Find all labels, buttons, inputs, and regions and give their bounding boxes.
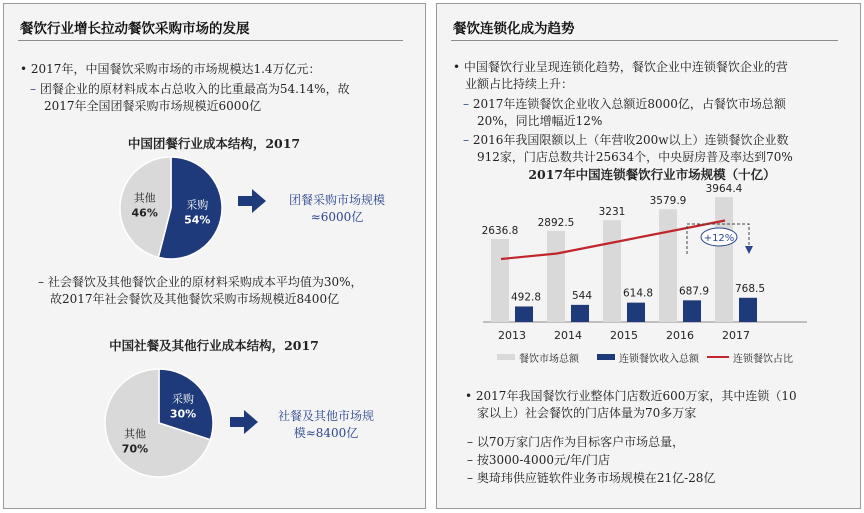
bar-chain-2013 [515, 306, 533, 322]
bar-chain-label: 492.8 [510, 291, 542, 304]
right-dash-3 [467, 470, 715, 487]
left-sub-1-line-2: 2017年全国团餐采购市场规模近6000亿 [44, 99, 262, 113]
left-sub-2-line-1: 社会餐饮及其他餐饮企业的原材料采购成本平均值为30%， [47, 275, 363, 289]
right-dash-3-text: 奥琦玮供应链软件业务市场规模在21亿-28亿 [476, 471, 716, 485]
right-sub-1 [463, 96, 786, 113]
right-panel [436, 3, 861, 509]
x-tick-label: 2014 [554, 329, 582, 342]
bar-chain-label: 614.8 [622, 287, 654, 300]
dash-marker: – [467, 435, 477, 449]
pie-chart-social-catering [104, 368, 214, 478]
pie-2-result-line-2: 模≈8400亿 [293, 426, 359, 440]
bar-total-label: 3964.4 [705, 184, 743, 196]
pie-slice-value: 46% [131, 206, 158, 220]
left-panel [3, 3, 426, 509]
right-sub-2-line-1: 2016年我国限额以上（年营收200w以上）连锁餐饮企业数 [472, 133, 789, 147]
legend-label-chain-revenue: 连锁餐饮收入总额 [619, 354, 699, 365]
bar-total-2017 [715, 197, 733, 322]
arrow-head-icon [244, 410, 258, 434]
legend-swatch-chain-revenue [597, 354, 615, 360]
bar-chain-label: 768.5 [734, 282, 766, 295]
right-sub-2-line-2: 912家，门店总数共计25634个，中央厨房普及率达到70% [477, 150, 793, 164]
legend-label-total: 餐饮市场总额 [519, 354, 579, 365]
bullet-dot: • [20, 62, 31, 76]
bar-chain-2017 [739, 298, 757, 322]
x-tick-label: 2017 [722, 329, 750, 342]
right-dash-2-text: 按3000-4000元/年/门店 [476, 453, 611, 467]
pie-slice-value: 30% [169, 407, 197, 421]
right-sub-1-line-1: 2017年连锁餐饮企业收入总额近8000亿，占餐饮市场总额 [472, 97, 786, 111]
bar-total-2016 [659, 209, 677, 322]
right-sub-2 [463, 132, 789, 149]
right-title-divider [451, 40, 838, 41]
legend-swatch-chain-share [707, 356, 729, 358]
dash-marker: – [30, 82, 40, 96]
bullet-dot: • [453, 60, 464, 74]
dash-marker: – [463, 133, 473, 147]
right-dash-1 [467, 434, 684, 451]
pie-slice-label: 其他 [133, 191, 156, 205]
left-bullet-1-text: 2017年，中国餐饮采购市场的市场规模达1.4万亿元： [30, 62, 321, 76]
bar-chain-label: 687.9 [678, 285, 710, 298]
dash-marker: – [38, 275, 48, 289]
bar-chain-2015 [627, 303, 645, 322]
dash-marker: – [467, 471, 477, 485]
left-sub-1 [30, 81, 350, 98]
pie-1-result-line-1: 团餐采购市场规模 [288, 193, 385, 207]
bar-total-label: 2892.5 [537, 216, 575, 229]
right-sub-1-line-2: 20%，同比增幅近12% [477, 114, 603, 128]
pie-slice-label: 采购 [172, 392, 195, 406]
bullet-dot: • [465, 389, 476, 403]
bar-total-label: 3231 [598, 206, 626, 219]
x-tick-label: 2015 [610, 329, 638, 342]
pie-1-title: 中国团餐行业成本结构，2017 [127, 136, 301, 151]
pie-1-result-line-2: ≈6000亿 [310, 210, 364, 224]
right-dash-2 [467, 452, 610, 469]
pie-slice-label: 其他 [123, 427, 146, 441]
chain-restaurant-bar-chart [477, 184, 817, 349]
right-bullet-1-line-1: 中国餐饮行业呈现连锁化趋势，餐饮企业中连锁餐饮企业的营 [463, 60, 788, 74]
pie-slice-value: 70% [121, 442, 149, 456]
growth-arrow-icon [745, 246, 753, 254]
bar-total-label: 2636.8 [481, 224, 519, 237]
left-title-divider [18, 40, 403, 41]
dash-marker: – [463, 97, 473, 111]
dash-marker: – [467, 453, 477, 467]
pie-2-title: 中国社餐及其他行业成本结构，2017 [109, 338, 319, 353]
bar-chain-2014 [571, 305, 589, 322]
legend-swatch-total [497, 354, 515, 360]
left-panel-title: 餐饮行业增长拉动餐饮采购市场的发展 [20, 21, 250, 37]
bar-chain-label: 544 [571, 289, 593, 302]
right-panel-title: 餐饮连锁化成为趋势 [453, 21, 575, 37]
bar-chain-2016 [683, 300, 701, 322]
bar-total-2015 [603, 220, 621, 322]
pie-chart-group-catering [119, 156, 223, 260]
pie-slice-value: 54% [184, 213, 211, 227]
arrow-head-icon [252, 189, 266, 213]
left-sub-2-line-2: 故2017年社会餐饮及其他餐饮采购市场规模近8400亿 [50, 292, 340, 306]
bar-total-2014 [547, 231, 565, 322]
pie-slice-label: 采购 [186, 198, 209, 212]
arrow-right-icon [238, 196, 252, 206]
right-bullet-2 [465, 388, 797, 405]
right-bullet-1-line-2: 业额占比持续上升： [465, 77, 574, 91]
left-sub-2 [38, 274, 363, 291]
growth-label: +12% [703, 233, 735, 244]
right-dash-1-text: 以70万家门店作为目标客户市场总量， [476, 435, 685, 449]
bar-total-2013 [491, 239, 509, 322]
x-tick-label: 2016 [666, 329, 694, 342]
bar-total-label: 3579.9 [649, 195, 687, 208]
right-bullet-2-line-1: 2017年我国餐饮行业整体门店数近600万家，其中连锁（10 [475, 389, 797, 403]
x-tick-label: 2013 [498, 329, 526, 342]
left-bullet-1 [20, 61, 321, 78]
left-sub-1-line-1: 团餐企业的原材料成本占总收入的比重最高为54.14%，故 [39, 82, 350, 96]
arrow-right-icon [230, 417, 244, 427]
bar-chart-title: 2017年中国连锁餐饮行业市场规模（十亿） [528, 167, 776, 182]
pie-2-result-line-1: 社餐及其他市场规 [277, 409, 374, 423]
legend-label-chain-share: 连锁餐饮占比 [733, 354, 793, 365]
right-bullet-1 [453, 59, 788, 76]
right-bullet-2-line-2: 家以上）社会餐饮的门店体量为70多万家 [477, 406, 697, 420]
